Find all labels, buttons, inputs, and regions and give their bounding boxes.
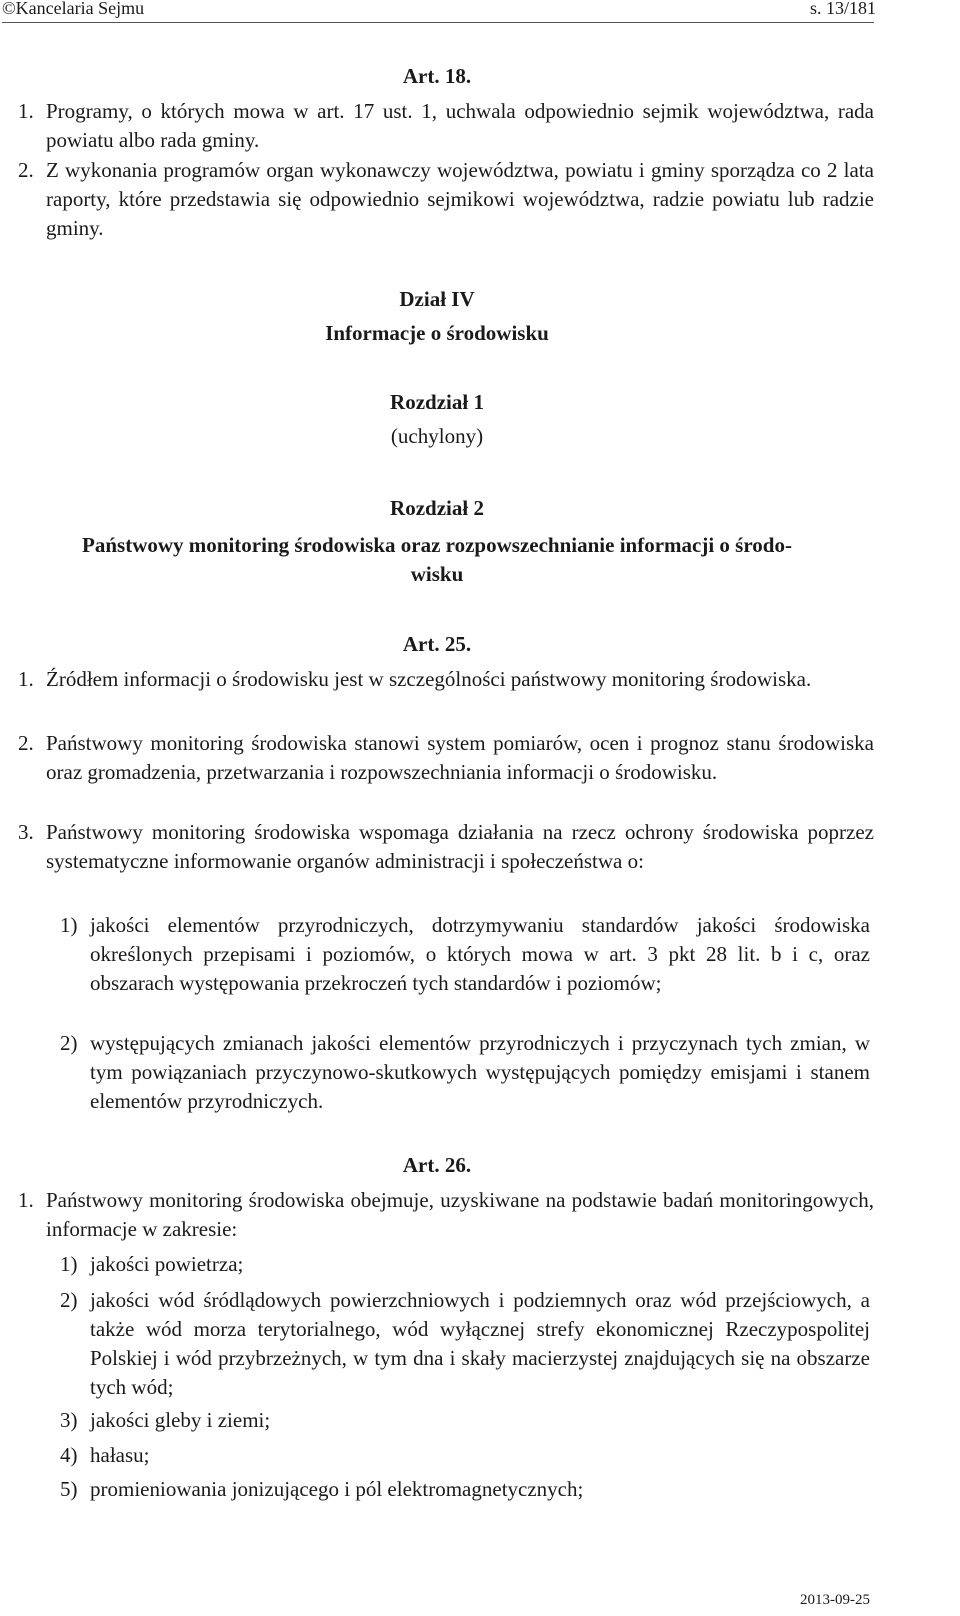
list-item-text: jakości elementów przyrodniczych, dotrzymywaniu standardów jakości środowiska określonych przepisami i poziomów, o których mowa w art. 3 pkt 28 lit. b i c, oraz obszarach występowania przekroczeń tych standardów i poziomów; bbox=[90, 913, 870, 995]
list-item-text: jakości gleby i ziemi; bbox=[90, 1408, 271, 1432]
list-item-text: jakości wód śródlądowych powierzchniowych i podziemnych oraz wód przejściowych, a także wód morza terytorialnego, wód wyłącznej strefy ekonomicznej Rzeczypospolitej Polskiej i wód przybrzeżnych, w tym dna i skały macierzystej znajdujących się na obszarze tych wód; bbox=[90, 1288, 870, 1399]
page-number: s. 13/181 bbox=[809, 0, 876, 18]
list-item-number: 5) bbox=[60, 1477, 78, 1501]
paragraph-text: Programy, o których mowa w art. 17 ust. 1, uchwala odpowiednio sejmik województwa, rada powiatu albo rada gminy. bbox=[46, 99, 874, 152]
art26-list-item-5 bbox=[60, 1475, 870, 1504]
rozdzial2-title: Rozdział 2 bbox=[390, 496, 484, 520]
paragraph-number: 2. bbox=[18, 158, 34, 182]
paragraph-number: 1. bbox=[18, 99, 34, 123]
list-item-number: 2) bbox=[60, 1031, 78, 1055]
paragraph-text: Z wykonania programów organ wykonawczy województwa, powiatu i gminy sporządza co 2 lata raporty, które przedstawia się odpowiednio sejmikowi województwa, radzie powiatu lub radzie gminy. bbox=[46, 158, 874, 240]
list-item-text: występujących zmianach jakości elementów przyrodniczych i przyczynach tych zmian, w tym powiązaniach przyczynowo-skutkowych występujących pomiędzy emisjami i stanem elementów przyrodniczych. bbox=[90, 1031, 870, 1113]
art26-paragraph-1 bbox=[18, 1186, 874, 1244]
art25-list-item-1 bbox=[60, 911, 870, 998]
footer-date: 2013-09-25 bbox=[800, 1592, 870, 1608]
header-rule bbox=[2, 22, 874, 23]
art18-paragraph-1 bbox=[18, 97, 874, 155]
list-item-number: 2) bbox=[60, 1288, 78, 1312]
paragraph-text: Państwowy monitoring środowiska obejmuje, uzyskiwane na podstawie badań monitoringowych, informacje w zakresie: bbox=[46, 1188, 874, 1241]
art26-list-item-1 bbox=[60, 1250, 870, 1279]
art25-paragraph-2 bbox=[18, 729, 874, 787]
art26-list-item-2 bbox=[60, 1286, 870, 1402]
art25-title: Art. 25. bbox=[402, 632, 472, 656]
paragraph-number: 1. bbox=[18, 667, 34, 691]
rozdzial2-subtitle-line1: Państwowy monitoring środowiska oraz rozpowszechnianie informacji o środo- bbox=[82, 533, 792, 557]
rozdzial1-subtitle: (uchylony) bbox=[390, 424, 484, 448]
header-source: ©Kancelaria Sejmu bbox=[2, 0, 145, 18]
list-item-text: hałasu; bbox=[90, 1443, 150, 1467]
art26-list-item-3 bbox=[60, 1406, 870, 1435]
rozdzial2-subtitle-line2: wisku bbox=[410, 562, 464, 586]
list-item-number: 4) bbox=[60, 1443, 78, 1467]
art26-list-item-4 bbox=[60, 1441, 870, 1470]
paragraph-text: Źródłem informacji o środowisku jest w szczególności państwowy monitoring środowiska. bbox=[46, 667, 812, 691]
rozdzial1-title: Rozdział 1 bbox=[390, 390, 484, 414]
art18-title: Art. 18. bbox=[402, 64, 472, 88]
art25-list-item-2 bbox=[60, 1029, 870, 1116]
list-item-text: promieniowania jonizującego i pól elektromagnetycznych; bbox=[90, 1477, 584, 1501]
dzial-subtitle: Informacje o środowisku bbox=[325, 321, 549, 345]
list-item-number: 1) bbox=[60, 1252, 78, 1276]
paragraph-number: 2. bbox=[18, 731, 34, 755]
paragraph-number: 1. bbox=[18, 1188, 34, 1212]
paragraph-number: 3. bbox=[18, 820, 34, 844]
dzial-title: Dział IV bbox=[399, 287, 475, 311]
art18-paragraph-2 bbox=[18, 156, 874, 243]
art25-paragraph-3 bbox=[18, 818, 874, 876]
paragraph-text: Państwowy monitoring środowiska stanowi system pomiarów, ocen i prognoz stanu środowiska oraz gromadzenia, przetwarzania i rozpowszechniania informacji o środowisku. bbox=[46, 731, 874, 784]
list-item-number: 3) bbox=[60, 1408, 78, 1432]
art26-title: Art. 26. bbox=[402, 1153, 472, 1177]
list-item-text: jakości powietrza; bbox=[90, 1252, 244, 1276]
list-item-number: 1) bbox=[60, 913, 78, 937]
paragraph-text: Państwowy monitoring środowiska wspomaga działania na rzecz ochrony środowiska poprzez systematyczne informowanie organów administracji i społeczeństwa o: bbox=[46, 820, 874, 873]
art25-paragraph-1 bbox=[18, 665, 874, 694]
